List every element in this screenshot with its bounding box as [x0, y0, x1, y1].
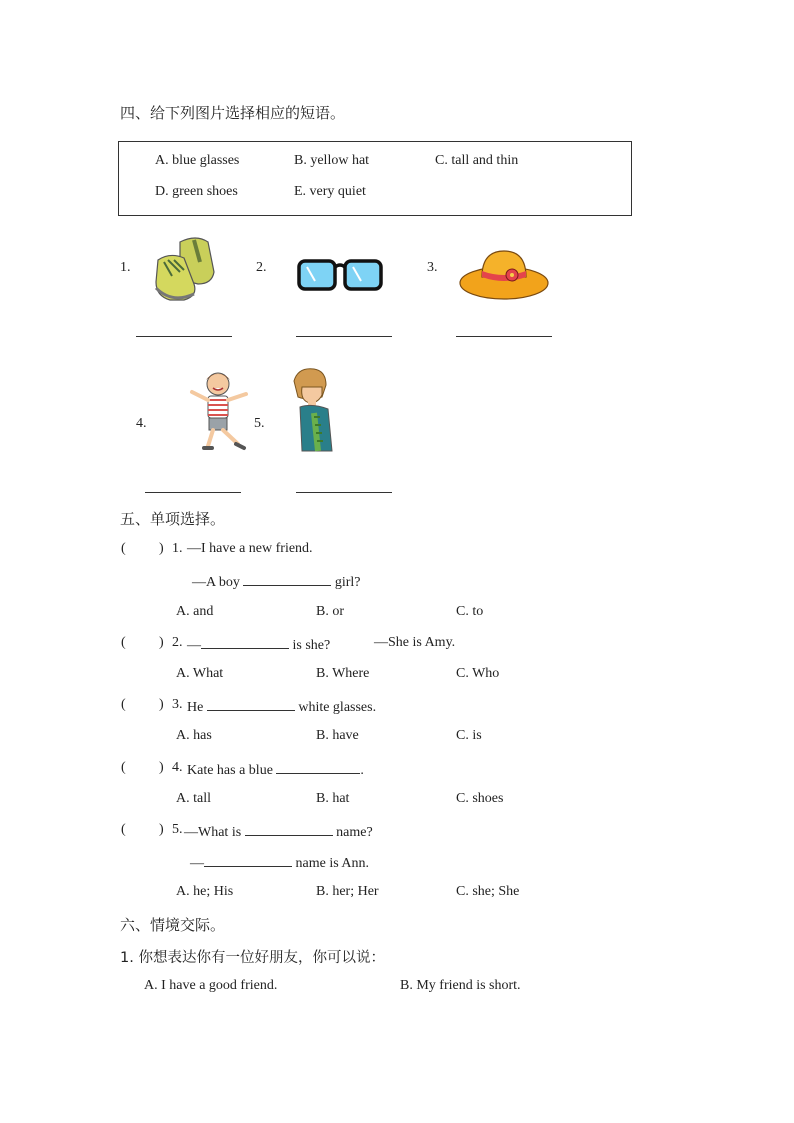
q4-option-a: A. tall: [176, 791, 211, 806]
q2-blank[interactable]: [201, 635, 289, 649]
s6-q1-option-b: B. My friend is short.: [400, 978, 521, 993]
section5-title: 五、单项选择。: [120, 510, 226, 528]
option-d: D. green shoes: [155, 184, 238, 199]
q4-number: 4.: [172, 760, 183, 775]
q2-option-b: B. Where: [316, 666, 370, 681]
q4-pre: Kate has a blue: [187, 763, 273, 778]
boy-image: [186, 370, 252, 454]
q1-option-a: A. and: [176, 604, 214, 619]
answer-line-4[interactable]: [145, 492, 241, 493]
answer-paren-open-1: (: [121, 541, 126, 556]
answer-paren-close-2[interactable]: ): [159, 635, 164, 650]
section4-title: 四、给下列图片选择相应的短语。: [120, 104, 346, 122]
q5-line1-pre: —What is: [184, 825, 242, 840]
blue-glasses-image: [297, 257, 383, 293]
q5-line1: [184, 822, 373, 841]
item-1-number: 1.: [120, 260, 131, 275]
q1-option-c: C. to: [456, 604, 484, 619]
s6-q1-prompt: 1. 你想表达你有一位好朋友，你可以说：: [120, 950, 385, 966]
q5-option-b: B. her; Her: [316, 884, 379, 899]
item-2-number: 2.: [256, 260, 267, 275]
answer-paren-open-3: (: [121, 697, 126, 712]
s6-q1-option-a: A. I have a good friend.: [144, 978, 278, 993]
q3-pre: He: [187, 700, 204, 715]
q3-number: 3.: [172, 697, 183, 712]
yellow-hat-image: [458, 247, 550, 303]
q3-blank[interactable]: [207, 697, 295, 711]
q2-line: [187, 635, 330, 654]
option-e: E. very quiet: [294, 184, 366, 199]
q4-option-b: B. hat: [316, 791, 350, 806]
q4-post: .: [360, 763, 364, 778]
option-c: C. tall and thin: [435, 153, 519, 168]
q2-post: is she?: [292, 638, 331, 653]
item-4-number: 4.: [136, 416, 147, 431]
answer-line-5[interactable]: [296, 492, 392, 493]
q1-blank[interactable]: [243, 572, 331, 586]
q4-line: [187, 760, 364, 779]
quiet-boy-image: [288, 367, 336, 453]
q3-option-c: C. is: [456, 728, 482, 743]
answer-line-1[interactable]: [136, 336, 232, 337]
q1-option-b: B. or: [316, 604, 344, 619]
item-3-number: 3.: [427, 260, 438, 275]
answer-paren-close-4[interactable]: ): [159, 760, 164, 775]
option-a: A. blue glasses: [155, 153, 240, 168]
green-shoes-image: [150, 232, 220, 304]
item-5-number: 5.: [254, 416, 265, 431]
q2-pre: —: [187, 638, 201, 653]
answer-paren-close-5[interactable]: ): [159, 822, 164, 837]
q5-blank-1[interactable]: [245, 822, 333, 836]
q5-number: 5.: [172, 822, 183, 837]
q3-option-a: A. has: [176, 728, 212, 743]
q2-option-c: C. Who: [456, 666, 500, 681]
q5-option-a: A. he; His: [176, 884, 234, 899]
q1-line1: —I have a new friend.: [187, 541, 313, 556]
q1-line2-pre: —A boy: [192, 575, 240, 590]
answer-paren-open-5: (: [121, 822, 126, 837]
q5-line2-pre: —: [190, 856, 204, 871]
q1-line2-post: girl?: [334, 575, 361, 590]
q3-post: white glasses.: [298, 700, 377, 715]
q2-number: 2.: [172, 635, 183, 650]
q5-option-c: C. she; She: [456, 884, 520, 899]
answer-paren-open-4: (: [121, 760, 126, 775]
option-b: B. yellow hat: [294, 153, 370, 168]
q3-option-b: B. have: [316, 728, 359, 743]
q4-blank[interactable]: [276, 760, 360, 774]
q5-line2-post: name is Ann.: [295, 856, 369, 871]
q5-line2: [190, 853, 369, 872]
answer-paren-open-2: (: [121, 635, 126, 650]
q5-blank-2[interactable]: [204, 853, 292, 867]
q1-line2: [192, 572, 361, 591]
q5-line1-post: name?: [336, 825, 373, 840]
q1-number: 1.: [172, 541, 183, 556]
q3-line: [187, 697, 376, 716]
q2-option-a: A. What: [176, 666, 224, 681]
section6-title: 六、情境交际。: [120, 916, 226, 934]
q4-option-c: C. shoes: [456, 791, 504, 806]
q2-reply: —She is Amy.: [374, 635, 456, 650]
answer-line-3[interactable]: [456, 336, 552, 337]
answer-paren-close-1[interactable]: ): [159, 541, 164, 556]
answer-paren-close-3[interactable]: ): [159, 697, 164, 712]
answer-line-2[interactable]: [296, 336, 392, 337]
